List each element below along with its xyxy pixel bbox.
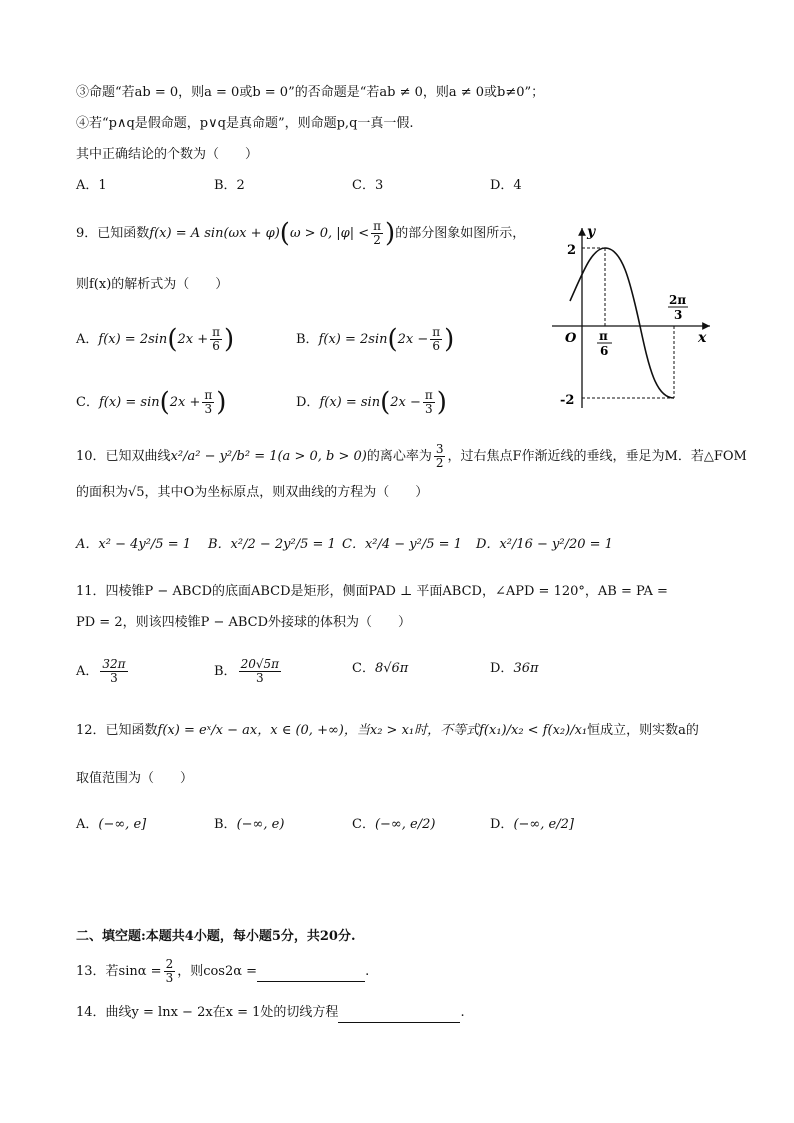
q9-stem: 9．已知函数f(x) = A sin(ωx + φ)(ω > 0, |φ| < $\frac{\pi}{2}$ )的部分图象如图所示， bbox=[76, 218, 526, 249]
min-label: -2 bbox=[560, 393, 575, 408]
q8-item4: ④若“p∧q是假命题，p∨q是真命题”，则命题p,q一真一假. bbox=[76, 116, 414, 131]
q12-option-a: A．(−∞, e] bbox=[76, 817, 147, 832]
q11-option-c: C．8√6π bbox=[352, 661, 409, 676]
q10-option-b: B．x²/2 − 2y²/5 = 1 bbox=[208, 537, 336, 552]
q11-option-d: D．36π bbox=[490, 661, 539, 676]
tpi3-num: 2π bbox=[669, 293, 687, 307]
tpi3-den: 3 bbox=[674, 308, 683, 322]
q13-answer-blank[interactable] bbox=[257, 963, 365, 982]
q13: 13．若sinα = $\frac{2}{3}$ ，则cos2α = . bbox=[76, 957, 370, 985]
max-label: 2 bbox=[567, 243, 577, 258]
y-axis-label: y bbox=[587, 224, 596, 240]
q12-stem: 12．已知函数f(x) = eˣ/x − ax，x ∈ (0, +∞)，当x₂ > x₁时，不等式f(x₁)/x₂ < f(x₂)/x₁恒成立，则实数a的 bbox=[76, 723, 699, 738]
q8-option-c: C．3 bbox=[352, 178, 384, 193]
q8-question: 其中正确结论的个数为（ ） bbox=[76, 147, 259, 162]
q12-option-d: D．(−∞, e/2] bbox=[490, 817, 574, 832]
q12-option-b: B．(−∞, e) bbox=[214, 817, 285, 832]
q8-option-b: B．2 bbox=[214, 178, 245, 193]
q10-line2: 的面积为√5，其中O为坐标原点，则双曲线的方程为（ ） bbox=[76, 485, 429, 500]
q10-option-a: A．x² − 4y²/5 = 1 bbox=[76, 537, 191, 552]
q8-option-a: A．1 bbox=[76, 178, 107, 193]
origin-label: O bbox=[565, 331, 577, 346]
q12-line2: 取值范围为（ ） bbox=[76, 771, 194, 786]
q9-option-a: A．f(x) = 2sin(2x + $\frac{\pi}{6}$ ) bbox=[76, 324, 235, 355]
q10-stem: 10．已知双曲线x²/a² − y²/b² = 1(a > 0, b > 0)的离心率为 $\frac{3}{2}$ ，过右焦点F作渐近线的垂线，垂足为M．若△FOM bbox=[76, 442, 747, 470]
q10-option-c: C．x²/4 − y²/5 = 1 bbox=[342, 537, 462, 552]
q8-item3: ③命题“若ab = 0，则a = 0或b = 0”的否命题是“若ab ≠ 0，则a ≠ 0或b≠0”； bbox=[76, 85, 545, 100]
q9-option-c: C．f(x) = sin(2x + $\frac{\pi}{3}$ ) bbox=[76, 387, 227, 418]
pi6-den: 6 bbox=[600, 344, 609, 358]
q12-option-c: C．(−∞, e/2) bbox=[352, 817, 436, 832]
q9-option-d: D．f(x) = sin(2x − $\frac{\pi}{3}$ ) bbox=[296, 387, 447, 418]
section-fill-in-heading: 二、填空题:本题共4小题，每小题5分，共20分. bbox=[76, 929, 356, 944]
q9-line2: 则f(x)的解析式为（ ） bbox=[76, 277, 229, 292]
q11-line2: PD = 2，则该四棱锥P − ABCD外接球的体积为（ ） bbox=[76, 615, 412, 630]
sine-graph bbox=[548, 222, 718, 412]
q9-option-b: B．f(x) = 2sin(2x − $\frac{\pi}{6}$ ) bbox=[296, 324, 455, 355]
x-axis-label: x bbox=[698, 330, 707, 346]
q14: 14．曲线y = lnx − 2x在x = 1处的切线方程 . bbox=[76, 1004, 465, 1023]
q11-line1: 11．四棱锥P − ABCD的底面ABCD是矩形，侧面PAD ⊥ 平面ABCD，∠APD = 120°，AB = PA = bbox=[76, 584, 668, 599]
sine-curve bbox=[570, 248, 674, 398]
q8-option-d: D．4 bbox=[490, 178, 522, 193]
q10-option-d: D．x²/16 − y²/20 = 1 bbox=[476, 537, 613, 552]
q14-answer-blank[interactable] bbox=[338, 1004, 460, 1023]
q11-option-a: A． $\frac{32\pi}{3}$ bbox=[76, 657, 126, 685]
pi6-num: π bbox=[599, 329, 608, 343]
q11-option-b: B． $\frac{20√5\pi}{3}$ bbox=[214, 657, 279, 685]
